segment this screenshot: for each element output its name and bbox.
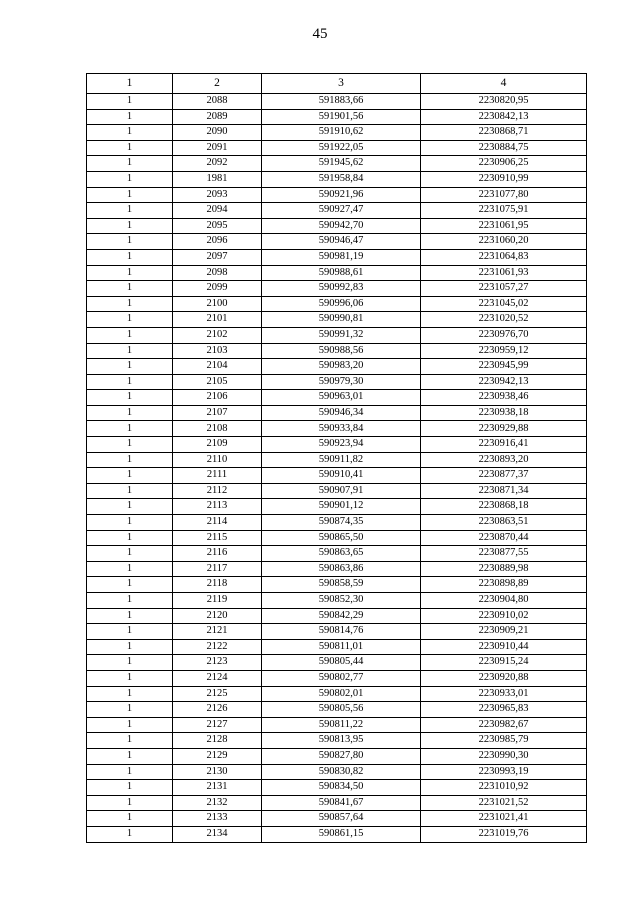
table-cell-col-1: 1 — [87, 265, 173, 281]
table-cell-col-2: 2129 — [173, 748, 262, 764]
table-cell-col-3: 590910,41 — [262, 468, 421, 484]
table-cell-col-4: 2230870,44 — [421, 530, 587, 546]
table-cell-col-1: 1 — [87, 125, 173, 141]
table-cell-col-4: 2230871,34 — [421, 483, 587, 499]
table-cell-col-2: 2122 — [173, 639, 262, 655]
table-cell-col-3: 590802,01 — [262, 686, 421, 702]
table-row — [87, 561, 587, 577]
page-number: 45 — [312, 26, 328, 42]
table-cell-col-2: 2105 — [173, 374, 262, 390]
table-row — [87, 686, 587, 702]
table-row — [87, 499, 587, 515]
table-cell-col-1: 1 — [87, 483, 173, 499]
coordinates-table — [86, 73, 587, 843]
table-cell-col-4: 2230942,13 — [421, 374, 587, 390]
table-cell-col-3: 590865,50 — [262, 530, 421, 546]
table-cell-col-3: 590811,22 — [262, 717, 421, 733]
table-cell-col-4: 2230933,01 — [421, 686, 587, 702]
table-cell-col-2: 2104 — [173, 359, 262, 375]
table-cell-col-1: 1 — [87, 608, 173, 624]
table-cell-col-1: 1 — [87, 234, 173, 250]
table-cell-col-1: 1 — [87, 452, 173, 468]
table-cell-col-3: 591958,84 — [262, 171, 421, 187]
table-row — [87, 437, 587, 453]
table-cell-col-4: 2230976,70 — [421, 327, 587, 343]
table-cell-col-3: 590992,83 — [262, 281, 421, 297]
table-cell-col-3: 590946,47 — [262, 234, 421, 250]
table-cell-col-1: 1 — [87, 561, 173, 577]
table-row — [87, 593, 587, 609]
table-cell-col-1: 1 — [87, 468, 173, 484]
table-cell-col-3: 590813,95 — [262, 733, 421, 749]
table-cell-col-2: 2126 — [173, 702, 262, 718]
table-cell-col-3: 590927,47 — [262, 203, 421, 219]
table-cell-col-2: 2133 — [173, 811, 262, 827]
table-cell-col-1: 1 — [87, 546, 173, 562]
table-cell-col-3: 590979,30 — [262, 374, 421, 390]
table-row — [87, 795, 587, 811]
table-row — [87, 452, 587, 468]
table-cell-col-2: 2109 — [173, 437, 262, 453]
table-cell-col-1: 1 — [87, 140, 173, 156]
table-cell-col-1: 1 — [87, 530, 173, 546]
table-cell-col-4: 2230990,30 — [421, 748, 587, 764]
table-cell-col-3: 590827,80 — [262, 748, 421, 764]
table-cell-col-3: 590852,30 — [262, 593, 421, 609]
table-row — [87, 265, 587, 281]
table-cell-col-3: 590863,86 — [262, 561, 421, 577]
table-row — [87, 608, 587, 624]
table-cell-col-1: 1 — [87, 499, 173, 515]
table-cell-col-1: 1 — [87, 639, 173, 655]
table-cell-col-2: 2127 — [173, 717, 262, 733]
column-header-3: 3 — [262, 74, 421, 94]
table-cell-col-1: 1 — [87, 405, 173, 421]
table-cell-col-4: 2230877,55 — [421, 546, 587, 562]
table-cell-col-1: 1 — [87, 702, 173, 718]
table-cell-col-4: 2230910,99 — [421, 171, 587, 187]
table-cell-col-2: 2123 — [173, 655, 262, 671]
table-cell-col-3: 590996,06 — [262, 296, 421, 312]
table-cell-col-4: 2231019,76 — [421, 826, 587, 842]
table-row — [87, 655, 587, 671]
table-cell-col-4: 2231060,20 — [421, 234, 587, 250]
table-row — [87, 281, 587, 297]
table-cell-col-1: 1 — [87, 327, 173, 343]
table-cell-col-4: 2231021,52 — [421, 795, 587, 811]
table-cell-col-1: 1 — [87, 577, 173, 593]
table-cell-col-3: 590861,15 — [262, 826, 421, 842]
table-row — [87, 577, 587, 593]
table-cell-col-2: 2131 — [173, 780, 262, 796]
table-cell-col-3: 590921,96 — [262, 187, 421, 203]
table-row — [87, 670, 587, 686]
table-row — [87, 515, 587, 531]
table-cell-col-2: 2112 — [173, 483, 262, 499]
table-cell-col-1: 1 — [87, 187, 173, 203]
table-cell-col-2: 2096 — [173, 234, 262, 250]
table-cell-col-3: 590991,32 — [262, 327, 421, 343]
table-cell-col-4: 2230863,51 — [421, 515, 587, 531]
table-row — [87, 811, 587, 827]
table-cell-col-1: 1 — [87, 359, 173, 375]
table-body — [87, 94, 587, 843]
table-cell-col-1: 1 — [87, 109, 173, 125]
table-cell-col-3: 590830,82 — [262, 764, 421, 780]
table-row — [87, 764, 587, 780]
table-cell-col-4: 2230915,24 — [421, 655, 587, 671]
table-cell-col-1: 1 — [87, 515, 173, 531]
table-cell-col-3: 590933,84 — [262, 421, 421, 437]
table-cell-col-3: 590946,34 — [262, 405, 421, 421]
table-header-row — [87, 74, 587, 94]
table-row — [87, 156, 587, 172]
table-row — [87, 296, 587, 312]
table-row — [87, 639, 587, 655]
table-cell-col-2: 2114 — [173, 515, 262, 531]
table-cell-col-3: 590842,29 — [262, 608, 421, 624]
table-cell-col-3: 590863,65 — [262, 546, 421, 562]
table-cell-col-1: 1 — [87, 733, 173, 749]
table-cell-col-4: 2230920,88 — [421, 670, 587, 686]
table-row — [87, 234, 587, 250]
table-cell-col-1: 1 — [87, 203, 173, 219]
table-row — [87, 343, 587, 359]
table-cell-col-4: 2230868,71 — [421, 125, 587, 141]
table-cell-col-2: 2101 — [173, 312, 262, 328]
table-cell-col-1: 1 — [87, 218, 173, 234]
table-cell-col-3: 590911,82 — [262, 452, 421, 468]
table-row — [87, 109, 587, 125]
table-cell-col-4: 2230929,88 — [421, 421, 587, 437]
table-cell-col-4: 2230820,95 — [421, 94, 587, 110]
table-cell-col-1: 1 — [87, 717, 173, 733]
table-cell-col-4: 2230945,99 — [421, 359, 587, 375]
column-header-4: 4 — [421, 74, 587, 94]
table-row — [87, 359, 587, 375]
table-cell-col-2: 2113 — [173, 499, 262, 515]
table-row — [87, 483, 587, 499]
table-cell-col-1: 1 — [87, 624, 173, 640]
table-cell-col-1: 1 — [87, 764, 173, 780]
table-cell-col-3: 590907,91 — [262, 483, 421, 499]
table-cell-col-3: 590981,19 — [262, 249, 421, 265]
table-cell-col-1: 1 — [87, 390, 173, 406]
table-cell-col-1: 1 — [87, 421, 173, 437]
table-cell-col-2: 2092 — [173, 156, 262, 172]
table-row — [87, 327, 587, 343]
column-header-1: 1 — [87, 74, 173, 94]
table-row — [87, 405, 587, 421]
table-cell-col-3: 590841,67 — [262, 795, 421, 811]
table-cell-col-4: 2230982,67 — [421, 717, 587, 733]
table-cell-col-3: 590901,12 — [262, 499, 421, 515]
table-cell-col-4: 2231061,93 — [421, 265, 587, 281]
table-row — [87, 94, 587, 110]
table-cell-col-1: 1 — [87, 811, 173, 827]
table-cell-col-2: 2115 — [173, 530, 262, 546]
table-cell-col-2: 2130 — [173, 764, 262, 780]
table-cell-col-2: 2128 — [173, 733, 262, 749]
table-row — [87, 203, 587, 219]
table-row — [87, 702, 587, 718]
table-cell-col-1: 1 — [87, 795, 173, 811]
table-cell-col-2: 1981 — [173, 171, 262, 187]
table-row — [87, 826, 587, 842]
table-cell-col-4: 2231057,27 — [421, 281, 587, 297]
table-cell-col-4: 2231045,02 — [421, 296, 587, 312]
table-cell-col-2: 2132 — [173, 795, 262, 811]
table-cell-col-3: 591945,62 — [262, 156, 421, 172]
table-cell-col-4: 2230916,41 — [421, 437, 587, 453]
table-cell-col-2: 2099 — [173, 281, 262, 297]
table-cell-col-1: 1 — [87, 437, 173, 453]
table-cell-col-2: 2089 — [173, 109, 262, 125]
table-cell-col-2: 2093 — [173, 187, 262, 203]
table-cell-col-3: 590990,81 — [262, 312, 421, 328]
table-cell-col-2: 2125 — [173, 686, 262, 702]
table-cell-col-2: 2097 — [173, 249, 262, 265]
table-cell-col-3: 590988,61 — [262, 265, 421, 281]
table-row — [87, 218, 587, 234]
table-cell-col-2: 2100 — [173, 296, 262, 312]
table-cell-col-2: 2107 — [173, 405, 262, 421]
table-cell-col-3: 590811,01 — [262, 639, 421, 655]
table-cell-col-1: 1 — [87, 686, 173, 702]
table-cell-col-1: 1 — [87, 312, 173, 328]
table-row — [87, 390, 587, 406]
table-cell-col-4: 2231010,92 — [421, 780, 587, 796]
table-cell-col-2: 2090 — [173, 125, 262, 141]
table-cell-col-2: 2108 — [173, 421, 262, 437]
table-row — [87, 187, 587, 203]
table-row — [87, 125, 587, 141]
table-cell-col-2: 2118 — [173, 577, 262, 593]
table-cell-col-2: 2106 — [173, 390, 262, 406]
table-cell-col-2: 2098 — [173, 265, 262, 281]
table-row — [87, 546, 587, 562]
table-cell-col-4: 2231061,95 — [421, 218, 587, 234]
table-cell-col-4: 2230868,18 — [421, 499, 587, 515]
table-cell-col-3: 591910,62 — [262, 125, 421, 141]
table-cell-col-4: 2230965,83 — [421, 702, 587, 718]
table-row — [87, 748, 587, 764]
table-cell-col-2: 2088 — [173, 94, 262, 110]
table-row — [87, 249, 587, 265]
table-cell-col-4: 2230959,12 — [421, 343, 587, 359]
table-cell-col-2: 2117 — [173, 561, 262, 577]
table-cell-col-3: 591901,56 — [262, 109, 421, 125]
table-cell-col-4: 2230985,79 — [421, 733, 587, 749]
table-cell-col-1: 1 — [87, 374, 173, 390]
table-cell-col-4: 2230889,98 — [421, 561, 587, 577]
table-cell-col-3: 590814,76 — [262, 624, 421, 640]
table-cell-col-4: 2230938,18 — [421, 405, 587, 421]
table-cell-col-4: 2231064,83 — [421, 249, 587, 265]
table-cell-col-1: 1 — [87, 94, 173, 110]
table-cell-col-4: 2230842,13 — [421, 109, 587, 125]
table-cell-col-1: 1 — [87, 670, 173, 686]
column-header-2: 2 — [173, 74, 262, 94]
table-row — [87, 780, 587, 796]
table-row — [87, 312, 587, 328]
table-cell-col-4: 2231021,41 — [421, 811, 587, 827]
table-cell-col-4: 2230893,20 — [421, 452, 587, 468]
table-cell-col-4: 2230904,80 — [421, 593, 587, 609]
table-cell-col-4: 2231020,52 — [421, 312, 587, 328]
table-cell-col-2: 2134 — [173, 826, 262, 842]
table-cell-col-1: 1 — [87, 156, 173, 172]
table-cell-col-4: 2230898,89 — [421, 577, 587, 593]
table-row — [87, 468, 587, 484]
table-row — [87, 421, 587, 437]
table-cell-col-2: 2095 — [173, 218, 262, 234]
table-cell-col-1: 1 — [87, 171, 173, 187]
table-cell-col-4: 2230910,44 — [421, 639, 587, 655]
table-row — [87, 140, 587, 156]
table-cell-col-3: 590963,01 — [262, 390, 421, 406]
table-cell-col-2: 2119 — [173, 593, 262, 609]
table-cell-col-2: 2110 — [173, 452, 262, 468]
table-cell-col-2: 2121 — [173, 624, 262, 640]
table-cell-col-4: 2230884,75 — [421, 140, 587, 156]
table-cell-col-3: 590802,77 — [262, 670, 421, 686]
table-cell-col-4: 2231077,80 — [421, 187, 587, 203]
table-cell-col-2: 2094 — [173, 203, 262, 219]
table-cell-col-1: 1 — [87, 748, 173, 764]
table-cell-col-1: 1 — [87, 655, 173, 671]
table-cell-col-4: 2230938,46 — [421, 390, 587, 406]
table-cell-col-3: 590805,44 — [262, 655, 421, 671]
table-cell-col-3: 590805,56 — [262, 702, 421, 718]
table-row — [87, 530, 587, 546]
table-cell-col-2: 2120 — [173, 608, 262, 624]
table-cell-col-3: 590942,70 — [262, 218, 421, 234]
table-cell-col-3: 590983,20 — [262, 359, 421, 375]
table-cell-col-2: 2103 — [173, 343, 262, 359]
table-cell-col-3: 590923,94 — [262, 437, 421, 453]
table-row — [87, 171, 587, 187]
table-cell-col-3: 590858,59 — [262, 577, 421, 593]
table-cell-col-1: 1 — [87, 296, 173, 312]
table-cell-col-1: 1 — [87, 249, 173, 265]
table-cell-col-4: 2231075,91 — [421, 203, 587, 219]
table-cell-col-4: 2230910,02 — [421, 608, 587, 624]
table-cell-col-3: 590988,56 — [262, 343, 421, 359]
table-cell-col-3: 590857,64 — [262, 811, 421, 827]
table-cell-col-4: 2230909,21 — [421, 624, 587, 640]
table-cell-col-2: 2102 — [173, 327, 262, 343]
table-row — [87, 374, 587, 390]
table-cell-col-1: 1 — [87, 826, 173, 842]
table-cell-col-2: 2116 — [173, 546, 262, 562]
table-cell-col-2: 2091 — [173, 140, 262, 156]
table-cell-col-1: 1 — [87, 281, 173, 297]
table-cell-col-2: 2124 — [173, 670, 262, 686]
table-row — [87, 717, 587, 733]
table-cell-col-2: 2111 — [173, 468, 262, 484]
table-cell-col-3: 591922,05 — [262, 140, 421, 156]
table-cell-col-3: 591883,66 — [262, 94, 421, 110]
table-row — [87, 624, 587, 640]
table-cell-col-3: 590834,50 — [262, 780, 421, 796]
table-cell-col-1: 1 — [87, 343, 173, 359]
table-cell-col-4: 2230993,19 — [421, 764, 587, 780]
table-cell-col-3: 590874,35 — [262, 515, 421, 531]
table-cell-col-1: 1 — [87, 593, 173, 609]
table-cell-col-1: 1 — [87, 780, 173, 796]
table-cell-col-4: 2230877,37 — [421, 468, 587, 484]
table-row — [87, 733, 587, 749]
table-cell-col-4: 2230906,25 — [421, 156, 587, 172]
